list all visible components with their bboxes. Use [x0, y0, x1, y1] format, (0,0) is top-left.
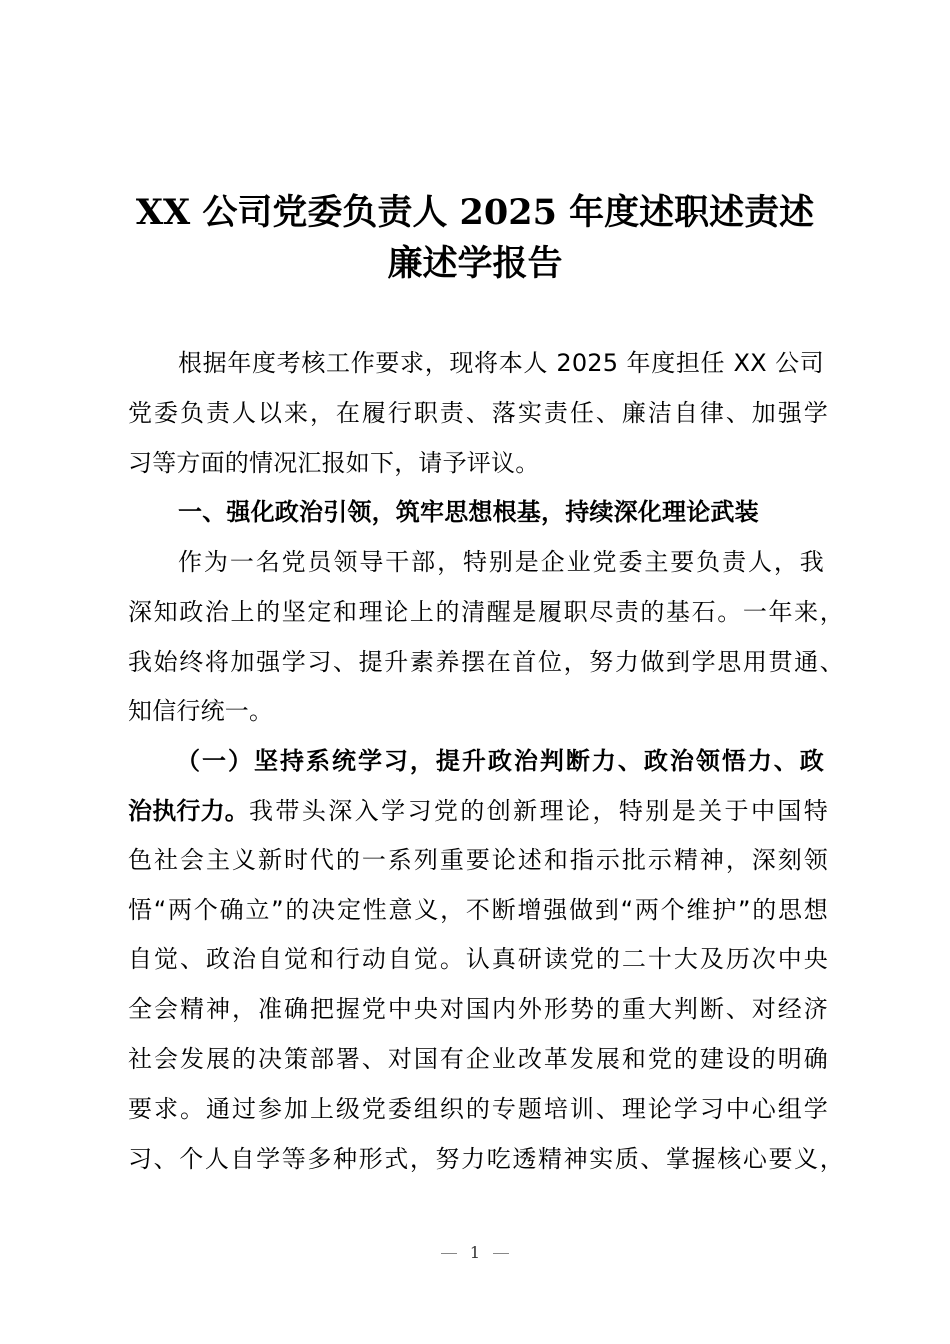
intro-line-1: 根据年度考核工作要求，现将本人 2025 年度担任 XX 公司: [178, 349, 824, 377]
subsection-1-body-line-6: 要求。通过参加上级党委组织的专题培训、理论学习中心组学: [128, 1095, 828, 1123]
subsection-1-body-line-1: 色社会主义新时代的一系列重要论述和指示批示精神，深刻领: [128, 846, 828, 874]
subsection-1-body-line-2: 悟“两个确立”的决定性意义，不断增强做到“两个维护”的思想: [128, 896, 828, 924]
subsection-1-heading-line-1: （一）坚持系统学习，提升政治判断力、政治领悟力、政: [176, 747, 824, 775]
subsection-1-line-2-text: 我带头深入学习党的创新理论，特别是关于中国特: [249, 797, 828, 825]
section-1-para-line-3: 我始终将加强学习、提升素养摆在首位，努力做到学思用贯通、: [128, 648, 844, 676]
subsection-1-line-2: [128, 796, 828, 826]
subsection-1-body-line-4: 全会精神，准确把握党中央对国内外形势的重大判断、对经济: [128, 995, 828, 1023]
section-1-heading: 一、强化政治引领，筑牢思想根基，持续深化理论武装: [178, 498, 759, 526]
document-title-line-1: XX 公司党委负责人 2025 年度述职述责述: [135, 192, 815, 233]
page-footer: [0, 1243, 950, 1263]
section-1-para-line-2: 深知政治上的坚定和理论上的清醒是履职尽责的基石。一年来，: [128, 598, 844, 626]
section-1-para-line-4: 知信行统一。: [128, 697, 274, 725]
page-number: 1: [469, 1243, 481, 1262]
intro-line-2: 党委负责人以来，在履行职责、落实责任、廉洁自律、加强学: [128, 399, 828, 427]
footer-dash-right: [493, 1253, 509, 1254]
subsection-1-body-line-5: 社会发展的决策部署、对国有企业改革发展和党的建设的明确: [128, 1045, 828, 1073]
document-title-line-2: 廉述学报告: [387, 243, 563, 284]
subsection-1-body-line-3: 自觉、政治自觉和行动自觉。认真研读党的二十大及历次中央: [128, 945, 828, 973]
subsection-1-body-line-7: 习、个人自学等多种形式，努力吃透精神实质、掌握核心要义，: [128, 1145, 844, 1173]
intro-line-3: 习等方面的情况汇报如下，请予评议。: [128, 449, 540, 477]
section-1-para-line-1: 作为一名党员领导干部，特别是企业党委主要负责人，我: [178, 548, 824, 576]
footer-dash-left: [441, 1253, 457, 1254]
subsection-1-heading-line-2: 治执行力。: [128, 797, 249, 825]
